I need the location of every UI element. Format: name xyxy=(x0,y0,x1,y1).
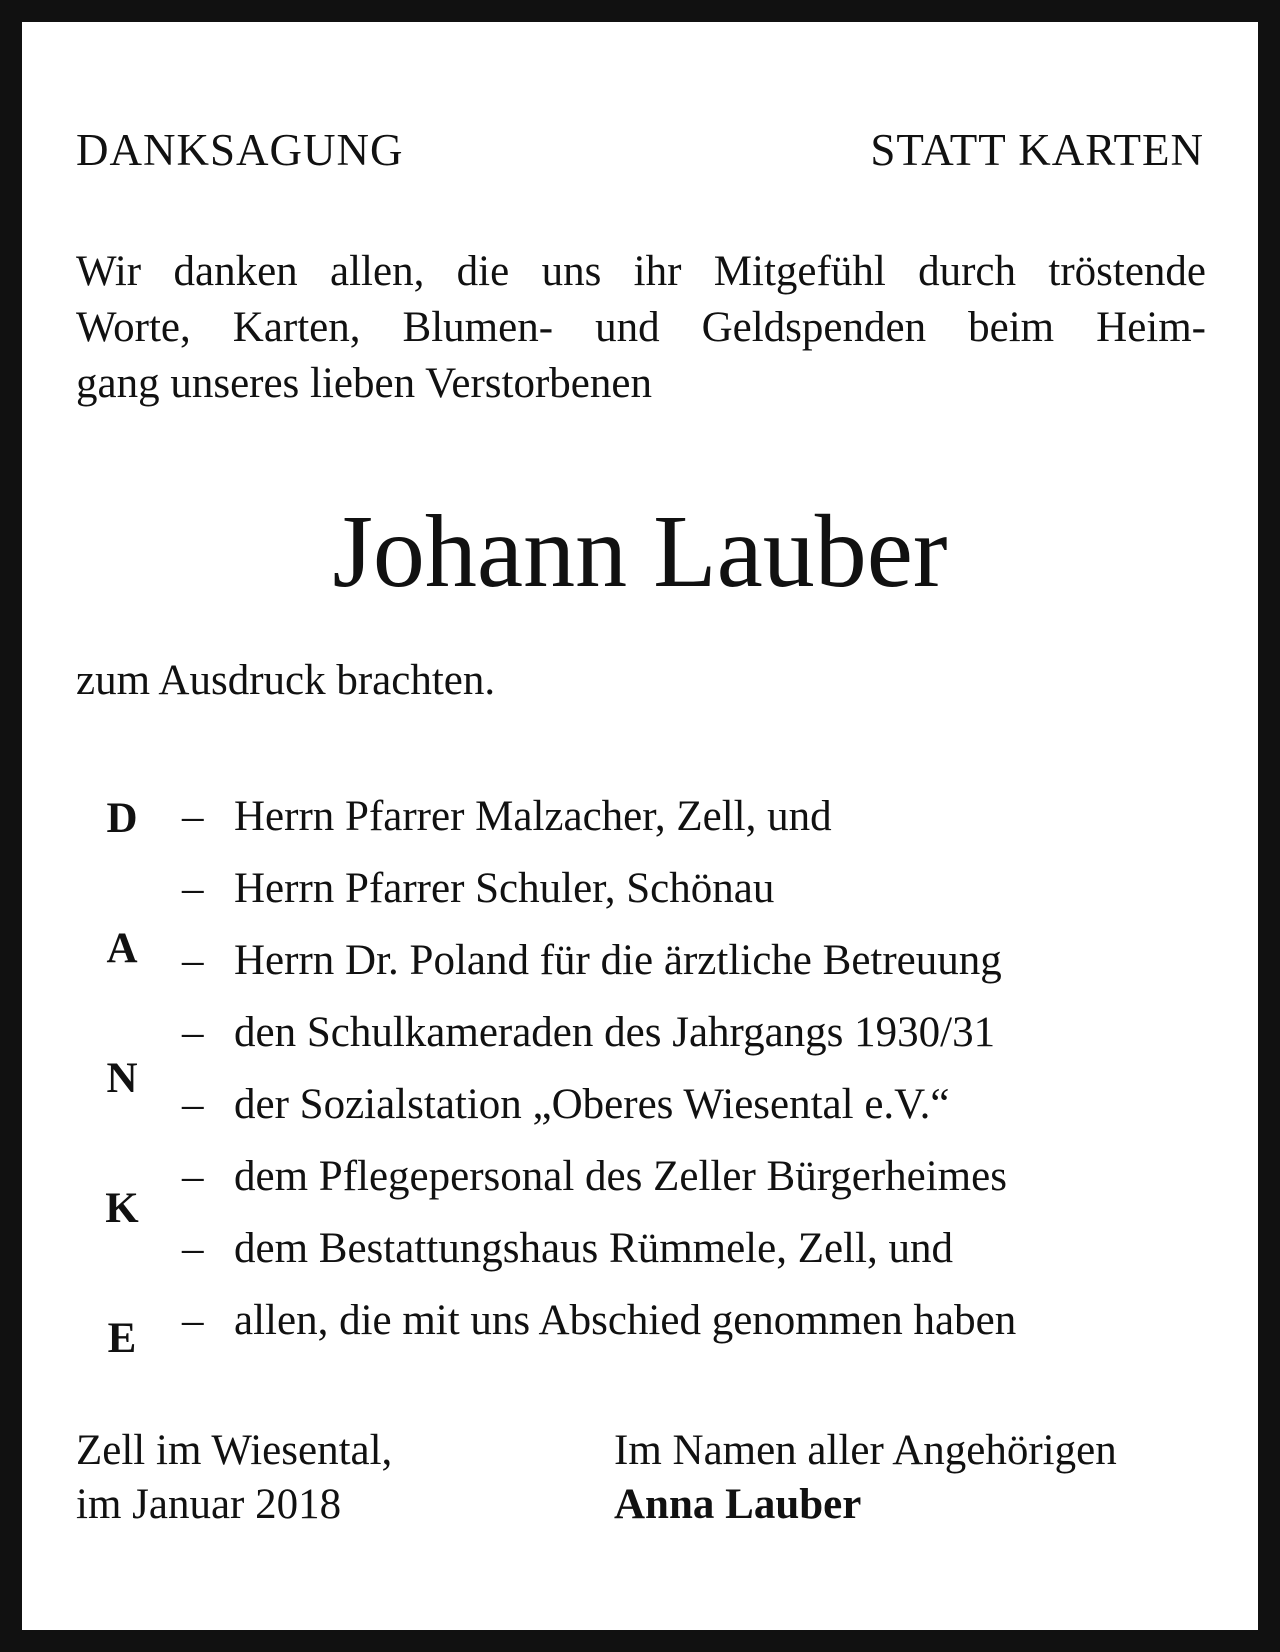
thanks-item xyxy=(182,1008,995,1057)
dash: – xyxy=(182,1009,204,1056)
intro-paragraph xyxy=(76,244,1206,412)
thanks-item xyxy=(182,1152,1007,1201)
outro-text: zum Ausdruck brachten. xyxy=(76,657,496,704)
thanks-item-text: dem Bestattungshaus Rümmele, Zell, und xyxy=(234,1225,953,1272)
thanks-item xyxy=(182,864,774,913)
header-statt-karten: STATT KARTEN xyxy=(870,125,1204,175)
acrostic-letter-d: D xyxy=(106,795,138,842)
intro-line-2: Worte, Karten, Blumen- und Geldspenden beim Heim- xyxy=(76,304,1206,351)
thanks-item-text: den Schulkameraden des Jahrgangs 1930/31 xyxy=(234,1009,996,1056)
dash: – xyxy=(182,793,204,840)
acrostic-letter-n: N xyxy=(106,1055,138,1102)
header-danksagung: DANKSAGUNG xyxy=(76,125,404,175)
thanks-item xyxy=(182,1296,1016,1345)
acrostic-letter-k: K xyxy=(105,1185,139,1232)
dash: – xyxy=(182,1081,204,1128)
deceased-name: Johann Lauber xyxy=(332,494,948,609)
footer-signature xyxy=(614,1424,1117,1532)
dash: – xyxy=(182,865,204,912)
acrostic-letter-a: A xyxy=(106,925,138,972)
thanks-item-text: der Sozialstation „Oberes Wiesental e.V.“ xyxy=(234,1081,950,1128)
dash: – xyxy=(182,1153,204,1200)
intro-line-1: Wir danken allen, die uns ihr Mitgefühl durch tröstende xyxy=(76,248,1206,295)
intro-line-3: gang unseres lieben Verstorbenen xyxy=(76,360,652,407)
signature-intro: Im Namen aller Angehörigen xyxy=(614,1427,1117,1474)
thanks-item xyxy=(182,792,832,841)
signature-name: Anna Lauber xyxy=(614,1481,862,1528)
dash: – xyxy=(182,937,204,984)
footer-date: im Januar 2018 xyxy=(76,1481,342,1528)
thanks-item-text: dem Pflegepersonal des Zeller Bürgerheimes xyxy=(234,1153,1007,1200)
thanks-item-text: Herrn Dr. Poland für die ärztliche Betreuung xyxy=(234,937,1002,984)
notice-content xyxy=(22,22,1258,1630)
dash: – xyxy=(182,1297,204,1344)
thanks-item-text: allen, die mit uns Abschied genommen haben xyxy=(234,1297,1017,1344)
footer-place-date xyxy=(76,1424,392,1532)
thanks-item xyxy=(182,1080,950,1129)
thanks-item xyxy=(182,936,1002,985)
acrostic-letter-e: E xyxy=(107,1315,137,1362)
thanks-item-text: Herrn Pfarrer Malzacher, Zell, und xyxy=(234,793,832,840)
dash: – xyxy=(182,1225,204,1272)
footer-place: Zell im Wiesental, xyxy=(76,1427,393,1474)
thanks-item-text: Herrn Pfarrer Schuler, Schönau xyxy=(234,865,775,912)
thanks-item xyxy=(182,1224,953,1273)
